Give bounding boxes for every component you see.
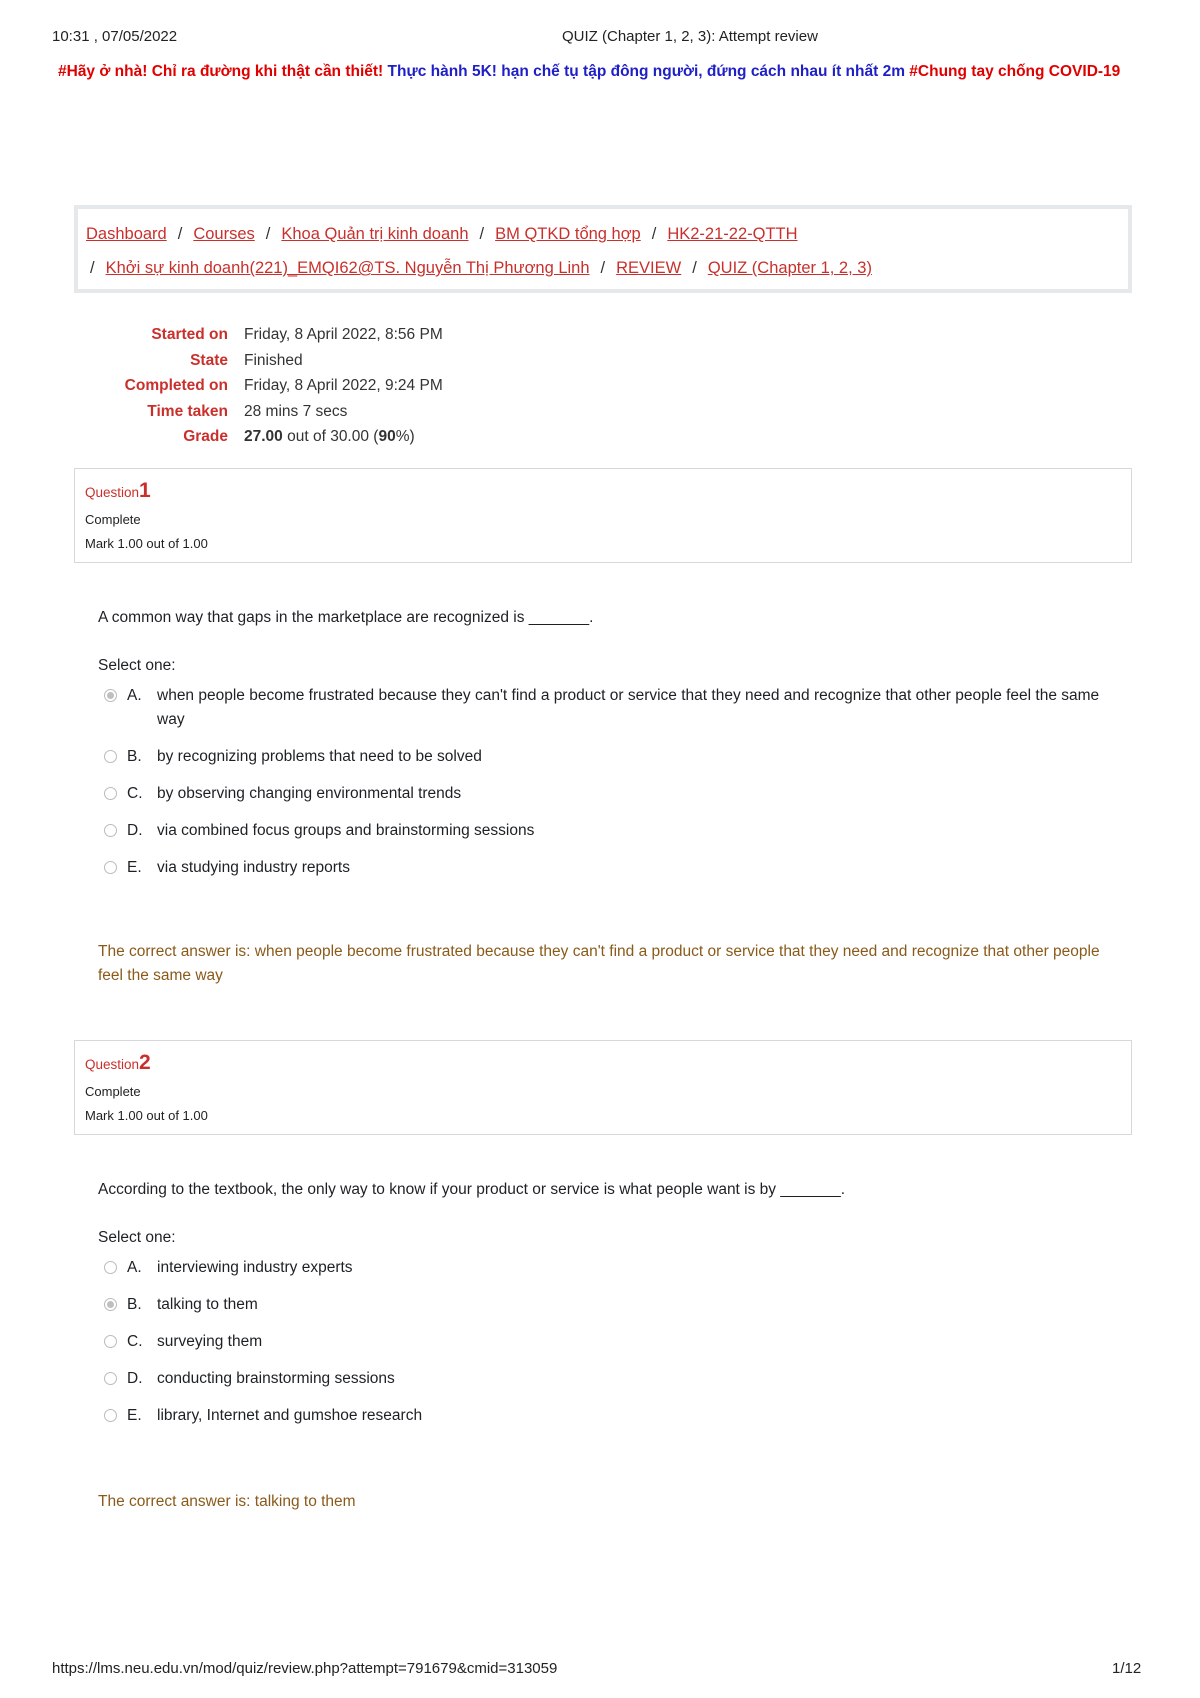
time-taken-label: Time taken bbox=[147, 402, 228, 420]
option-letter: C. bbox=[127, 1333, 143, 1350]
answer-option bbox=[104, 684, 1124, 732]
breadcrumb-quiz[interactable]: QUIZ (Chapter 1, 2, 3) bbox=[707, 259, 872, 277]
state-label: State bbox=[190, 351, 228, 369]
option-letter: B. bbox=[127, 1296, 142, 1313]
option-text: interviewing industry experts bbox=[157, 1259, 353, 1276]
breadcrumb-semester[interactable]: HK2-21-22-QTTH bbox=[667, 225, 798, 243]
state-value: Finished bbox=[244, 351, 303, 369]
breadcrumb-dashboard[interactable]: Dashboard bbox=[86, 225, 167, 243]
time-taken-value: 28 mins 7 secs bbox=[244, 402, 348, 420]
print-url: https://lms.neu.edu.vn/mod/quiz/review.php?attempt=791679&cmid=313059 bbox=[52, 1660, 558, 1677]
print-page-title: QUIZ (Chapter 1, 2, 3): Attempt review bbox=[562, 28, 818, 45]
print-datetime: 10:31 , 07/05/2022 bbox=[52, 28, 178, 45]
grade-percent-end: %) bbox=[395, 428, 415, 445]
print-header bbox=[0, 28, 1200, 48]
answer-option bbox=[104, 856, 1124, 880]
radio-button[interactable] bbox=[104, 861, 117, 874]
answer-option bbox=[104, 1330, 1124, 1354]
question-text-1: A common way that gaps in the marketplace are recognized is _______. bbox=[98, 609, 594, 626]
select-one-label: Select one: bbox=[98, 1229, 176, 1246]
grade-value bbox=[244, 428, 415, 454]
completed-on-label: Completed on bbox=[124, 377, 228, 394]
option-letter: D. bbox=[127, 822, 143, 839]
radio-button[interactable] bbox=[104, 1372, 117, 1385]
answer-option bbox=[104, 745, 1124, 769]
question-number: 1 bbox=[139, 479, 151, 502]
option-letter: C. bbox=[127, 785, 143, 802]
select-one-label: Select one: bbox=[98, 657, 176, 674]
option-letter: D. bbox=[127, 1370, 143, 1387]
breadcrumb-department[interactable]: BM QTKD tổng hợp bbox=[495, 225, 641, 243]
question-info-1 bbox=[74, 468, 1132, 563]
option-text: conducting brainstorming sessions bbox=[157, 1370, 395, 1387]
answer-option bbox=[104, 1367, 1124, 1391]
radio-button[interactable] bbox=[104, 824, 117, 837]
option-letter: E. bbox=[127, 859, 142, 876]
print-page-number: 1/12 bbox=[1112, 1660, 1142, 1677]
answer-option bbox=[104, 782, 1124, 806]
option-text: library, Internet and gumshoe research bbox=[157, 1407, 423, 1424]
answer-option bbox=[104, 1256, 1124, 1280]
option-text: via studying industry reports bbox=[157, 859, 350, 876]
question-info-2 bbox=[74, 1040, 1132, 1135]
radio-button[interactable] bbox=[104, 750, 117, 763]
radio-button[interactable] bbox=[104, 1409, 117, 1422]
question-label: Question bbox=[85, 1057, 140, 1072]
option-text: surveying them bbox=[157, 1333, 263, 1350]
question-text-2: According to the textbook, the only way to know if your product or service is what people want is by _______. bbox=[98, 1181, 845, 1198]
banner-part-2: Thực hành 5K! hạn chế tụ tập đông người, đứng cách nhau ít nhất 2m bbox=[387, 63, 910, 80]
option-letter: B. bbox=[127, 748, 142, 765]
grade-score: 27.00 bbox=[244, 428, 283, 445]
radio-button[interactable] bbox=[104, 1261, 117, 1274]
completed-on-value: Friday, 8 April 2022, 9:24 PM bbox=[244, 377, 443, 394]
answer-option bbox=[104, 819, 1124, 843]
radio-button-selected[interactable] bbox=[104, 689, 117, 702]
answer-options-1 bbox=[104, 684, 1124, 893]
grade-out-of: out of 30.00 ( bbox=[287, 428, 379, 445]
option-text: via combined focus groups and brainstorming sessions bbox=[157, 822, 535, 839]
option-letter: A. bbox=[127, 687, 142, 704]
question-number: 2 bbox=[139, 1051, 151, 1074]
option-text: by observing changing environmental trends bbox=[157, 785, 462, 802]
covid-banner bbox=[58, 60, 1148, 83]
option-text: when people become frustrated because they can't find a product or service that they need and recognize that other people feel the same way bbox=[157, 687, 1100, 728]
radio-button[interactable] bbox=[104, 787, 117, 800]
breadcrumb-courses[interactable]: Courses bbox=[193, 225, 255, 243]
question-mark: Mark 1.00 out of 1.00 bbox=[85, 536, 208, 551]
correct-answer-feedback-2: The correct answer is: talking to them bbox=[98, 1493, 356, 1510]
attempt-summary bbox=[80, 326, 443, 454]
answer-option bbox=[104, 1293, 1124, 1317]
option-text: talking to them bbox=[157, 1296, 258, 1313]
question-mark: Mark 1.00 out of 1.00 bbox=[85, 1108, 208, 1123]
breadcrumb-review[interactable]: REVIEW bbox=[616, 259, 682, 277]
question-status: Complete bbox=[85, 512, 141, 527]
grade-percent: 90 bbox=[378, 428, 396, 445]
breadcrumb-faculty[interactable]: Khoa Quản trị kinh doanh bbox=[281, 225, 469, 243]
radio-button-selected[interactable] bbox=[104, 1298, 117, 1311]
grade-label: Grade bbox=[183, 428, 228, 445]
breadcrumb: Dashboard / Courses / Khoa Quản trị kinh doanh / BM QTKD tổng hợp / HK2-21-22-QTTH / Khởi sự kinh doanh(221)_EMQI62@TS. Nguyễn Thị Phương Linh / REVIEW / QUIZ (Chapter 1, 2, 3) bbox=[74, 205, 1132, 293]
answer-options-2 bbox=[104, 1256, 1124, 1441]
started-on-label: Started on bbox=[151, 326, 228, 343]
banner-part-1: #Hãy ở nhà! Chỉ ra đường khi thật cần thiết! bbox=[58, 63, 388, 80]
option-text: by recognizing problems that need to be solved bbox=[157, 748, 482, 765]
correct-answer-feedback-1: The correct answer is: when people become frustrated because they can't find a product or service that they need and recognize that other people feel the same way bbox=[98, 943, 1100, 984]
breadcrumb-course[interactable]: Khởi sự kinh doanh(221)_EMQI62@TS. Nguyễn Thị Phương Linh bbox=[105, 259, 590, 277]
question-label: Question bbox=[85, 485, 140, 500]
started-on-value: Friday, 8 April 2022, 8:56 PM bbox=[244, 326, 443, 343]
question-status: Complete bbox=[85, 1084, 141, 1099]
radio-button[interactable] bbox=[104, 1335, 117, 1348]
option-letter: E. bbox=[127, 1407, 142, 1424]
answer-option bbox=[104, 1404, 1124, 1428]
option-letter: A. bbox=[127, 1259, 142, 1276]
banner-part-3: #Chung tay chống COVID-19 bbox=[909, 63, 1121, 80]
